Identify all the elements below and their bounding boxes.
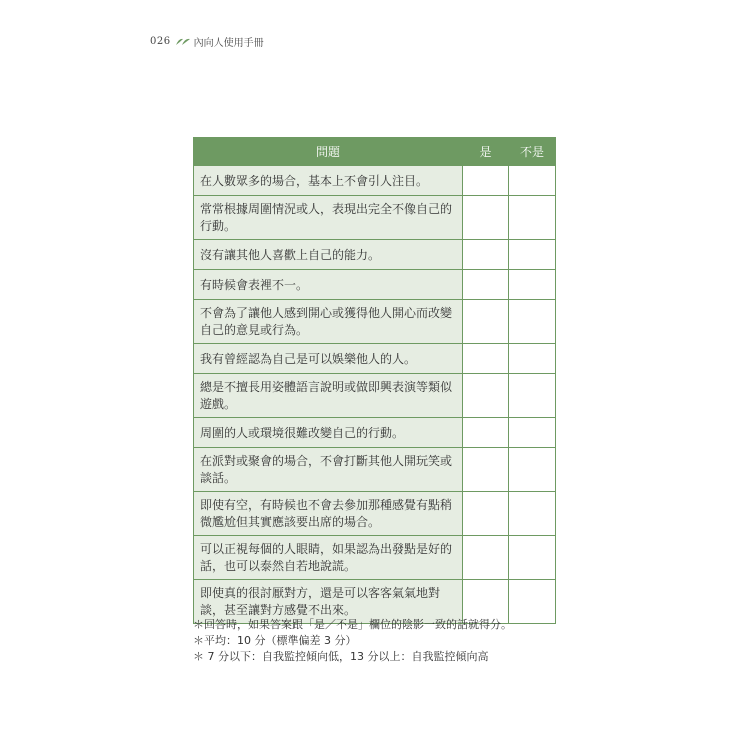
no-answer-box[interactable] [509,536,556,580]
table-row [194,418,556,448]
question-text: 即使真的很討厭對方，還是可以客客氣氣地對談，甚至讓對方感覺不出來。 [194,580,463,624]
table-row [194,492,556,536]
question-text: 我有曾經認為自己是可以娛樂他人的人。 [194,344,463,374]
no-answer-box[interactable] [509,300,556,344]
question-text: 總是不擅長用姿體語言說明或做即興表演等類似遊戲。 [194,374,463,418]
yes-answer-box[interactable] [463,196,509,240]
book-title: 內向人使用手冊 [193,38,264,49]
no-answer-box[interactable] [509,344,556,374]
table-row [194,166,556,196]
table-row [194,536,556,580]
table-row [194,344,556,374]
question-text: 在派對或聚會的場合，不會打斷其他人開玩笑或談話。 [194,448,463,492]
note-average: ＊平均：10 分（標準偏差 3 分） [193,634,357,647]
no-answer-box[interactable] [509,448,556,492]
page-header [150,34,264,49]
no-answer-box[interactable] [509,492,556,536]
column-header-yes: 是 [463,138,509,166]
table-row [194,300,556,344]
question-text: 不會為了讓他人感到開心或獲得他人開心而改變自己的意見或行為。 [194,300,463,344]
yes-answer-box[interactable] [463,270,509,300]
question-text: 在人數眾多的場合，基本上不會引人注目。 [194,166,463,196]
yes-answer-box[interactable] [463,492,509,536]
yes-answer-box[interactable] [463,166,509,196]
note-interpretation: ＊ 7 分以下：自我監控傾向低，13 分以上：自我監控傾向高 [193,650,489,663]
no-answer-box[interactable] [509,374,556,418]
no-answer-box[interactable] [509,270,556,300]
table-row [194,374,556,418]
question-text: 周圍的人或環境很難改變自己的行動。 [194,418,463,448]
yes-answer-box[interactable] [463,344,509,374]
column-header-no: 不是 [509,138,556,166]
question-text: 可以正視每個的人眼睛，如果認為出發點是好的話，也可以泰然自若地說謊。 [194,536,463,580]
question-text: 即使有空，有時候也不會去參加那種感覺有點稍微尷尬但其實應該要出席的場合。 [194,492,463,536]
yes-answer-box[interactable] [463,536,509,580]
question-text: 常常根據周圍情況或人，表現出完全不像自己的行動。 [194,196,463,240]
question-text: 沒有讓其他人喜歡上自己的能力。 [194,240,463,270]
yes-answer-box[interactable] [463,240,509,270]
yes-answer-box[interactable] [463,448,509,492]
note-scoring-rule: ＊回答時，如果答案跟「是／不是」欄位的陰影一致的話就得分。 [193,618,512,631]
table-row [194,196,556,240]
table-header-row [194,138,556,166]
table-row [194,240,556,270]
yes-answer-box[interactable] [463,374,509,418]
no-answer-box[interactable] [509,240,556,270]
question-text: 有時候會表裡不一。 [194,270,463,300]
leaf-icon [176,38,190,46]
self-monitoring-quiz-table [193,137,556,624]
no-answer-box[interactable] [509,580,556,624]
no-answer-box[interactable] [509,166,556,196]
no-answer-box[interactable] [509,196,556,240]
table-row [194,448,556,492]
yes-answer-box[interactable] [463,418,509,448]
scoring-notes [193,617,512,665]
column-header-question: 問題 [194,138,463,166]
table-row [194,270,556,300]
page-number: 026 [150,36,171,47]
yes-answer-box[interactable] [463,300,509,344]
no-answer-box[interactable] [509,418,556,448]
